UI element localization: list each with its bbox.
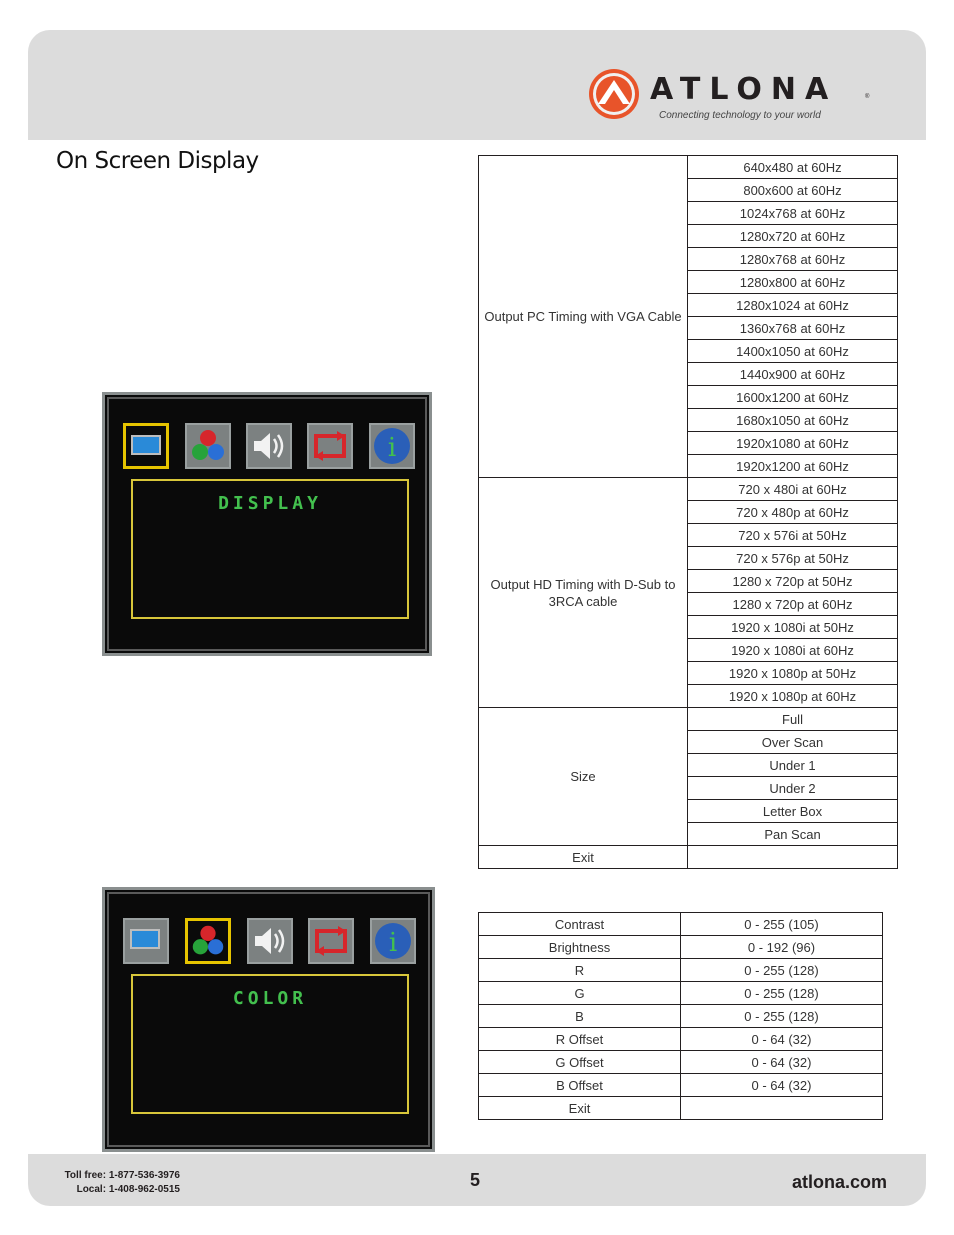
option-cell: Over Scan bbox=[688, 731, 898, 754]
loop-icon bbox=[307, 423, 353, 469]
info-icon bbox=[370, 918, 416, 964]
setting-name-cell: Brightness bbox=[479, 936, 681, 959]
setting-name-cell: Contrast bbox=[479, 913, 681, 936]
group-label: Output HD Timing with D-Sub to 3RCA cable bbox=[479, 478, 688, 708]
setting-range-cell: 0 - 64 (32) bbox=[681, 1028, 883, 1051]
brand-wordmark: ATLONA bbox=[650, 72, 838, 107]
color-icon bbox=[185, 423, 231, 469]
osd-menu-panel bbox=[131, 479, 409, 619]
setting-range-cell: 0 - 192 (96) bbox=[681, 936, 883, 959]
setting-range-cell: 0 - 64 (32) bbox=[681, 1074, 883, 1097]
option-cell: 640x480 at 60Hz bbox=[688, 156, 898, 179]
option-cell: 1360x768 at 60Hz bbox=[688, 317, 898, 340]
option-cell: 720 x 480i at 60Hz bbox=[688, 478, 898, 501]
page-number: 5 bbox=[470, 1170, 481, 1190]
option-cell: 1400x1050 at 60Hz bbox=[688, 340, 898, 363]
table-row bbox=[479, 1097, 883, 1120]
option-cell: 800x600 at 60Hz bbox=[688, 179, 898, 202]
option-cell: 1680x1050 at 60Hz bbox=[688, 409, 898, 432]
setting-range-cell: 0 - 255 (128) bbox=[681, 959, 883, 982]
option-cell: 720 x 576i at 50Hz bbox=[688, 524, 898, 547]
display-icon bbox=[123, 423, 169, 469]
table-row bbox=[479, 913, 883, 936]
setting-range-cell bbox=[681, 1097, 883, 1120]
setting-name-cell: B bbox=[479, 1005, 681, 1028]
footer-phone-numbers bbox=[0, 1169, 180, 1197]
setting-range-cell: 0 - 255 (128) bbox=[681, 1005, 883, 1028]
option-cell: 1280x720 at 60Hz bbox=[688, 225, 898, 248]
option-cell: 1920x1200 at 60Hz bbox=[688, 455, 898, 478]
speaker-icon bbox=[247, 918, 293, 964]
option-cell: 720 x 480p at 60Hz bbox=[688, 501, 898, 524]
website-url: atlona.com bbox=[792, 1172, 888, 1192]
display-options-table bbox=[478, 155, 898, 869]
setting-name-cell: R Offset bbox=[479, 1028, 681, 1051]
brand-tagline: Connecting technology to your world bbox=[659, 110, 821, 121]
group-label: Output PC Timing with VGA Cable bbox=[479, 156, 688, 478]
svg-text:i: i bbox=[387, 433, 397, 463]
option-cell: 720 x 576p at 50Hz bbox=[688, 547, 898, 570]
display-icon bbox=[123, 918, 169, 964]
option-cell: 1024x768 at 60Hz bbox=[688, 202, 898, 225]
table-row bbox=[479, 478, 898, 501]
setting-name-cell: G Offset bbox=[479, 1051, 681, 1074]
empty-cell bbox=[688, 846, 898, 869]
option-cell: 1280 x 720p at 60Hz bbox=[688, 593, 898, 616]
speaker-icon bbox=[246, 423, 292, 469]
table-row bbox=[479, 1051, 883, 1074]
table-row bbox=[479, 1005, 883, 1028]
option-cell: 1280x768 at 60Hz bbox=[688, 248, 898, 271]
option-cell: Under 2 bbox=[688, 777, 898, 800]
svg-text:i: i bbox=[388, 928, 398, 958]
table-row bbox=[479, 959, 883, 982]
option-cell: 1440x900 at 60Hz bbox=[688, 363, 898, 386]
option-cell: Letter Box bbox=[688, 800, 898, 823]
setting-name-cell: G bbox=[479, 982, 681, 1005]
table-row bbox=[479, 936, 883, 959]
registered-mark: ® bbox=[865, 94, 870, 100]
table-row bbox=[479, 846, 898, 869]
option-cell: Under 1 bbox=[688, 754, 898, 777]
info-icon bbox=[369, 423, 415, 469]
osd-color-screenshot bbox=[102, 887, 435, 1152]
atlona-logo-icon bbox=[588, 68, 640, 120]
group-label: Size bbox=[479, 708, 688, 846]
osd-menu-panel bbox=[131, 974, 409, 1114]
option-cell: 1280x800 at 60Hz bbox=[688, 271, 898, 294]
table-row bbox=[479, 156, 898, 179]
osd-display-screenshot bbox=[102, 392, 432, 656]
table-row bbox=[479, 1074, 883, 1097]
loop-icon bbox=[308, 918, 354, 964]
option-cell: 1920 x 1080p at 60Hz bbox=[688, 685, 898, 708]
table-row bbox=[479, 982, 883, 1005]
option-cell: 1920 x 1080i at 50Hz bbox=[688, 616, 898, 639]
setting-name-cell: Exit bbox=[479, 1097, 681, 1120]
local-number: Local: 1-408-962-0515 bbox=[76, 1184, 180, 1195]
setting-name-cell: R bbox=[479, 959, 681, 982]
setting-range-cell: 0 - 255 (105) bbox=[681, 913, 883, 936]
table-row bbox=[479, 708, 898, 731]
option-cell: 1280 x 720p at 50Hz bbox=[688, 570, 898, 593]
option-cell: 1920 x 1080i at 60Hz bbox=[688, 639, 898, 662]
page-title: On Screen Display bbox=[56, 148, 259, 174]
setting-range-cell: 0 - 255 (128) bbox=[681, 982, 883, 1005]
option-cell: 1920 x 1080p at 50Hz bbox=[688, 662, 898, 685]
option-cell: 1600x1200 at 60Hz bbox=[688, 386, 898, 409]
atlona-logo bbox=[588, 68, 878, 128]
option-cell: 1280x1024 at 60Hz bbox=[688, 294, 898, 317]
option-cell: Pan Scan bbox=[688, 823, 898, 846]
toll-free-number: Toll free: 1-877-536-3976 bbox=[64, 1170, 180, 1181]
setting-name-cell: B Offset bbox=[479, 1074, 681, 1097]
osd-menu-title: COLOR bbox=[232, 988, 308, 1009]
option-cell: 1920x1080 at 60Hz bbox=[688, 432, 898, 455]
osd-menu-title: DISPLAY bbox=[218, 493, 322, 514]
color-icon bbox=[185, 918, 231, 964]
table-row bbox=[479, 1028, 883, 1051]
exit-cell: Exit bbox=[479, 846, 688, 869]
color-options-table bbox=[478, 912, 883, 1120]
setting-range-cell: 0 - 64 (32) bbox=[681, 1051, 883, 1074]
option-cell: Full bbox=[688, 708, 898, 731]
